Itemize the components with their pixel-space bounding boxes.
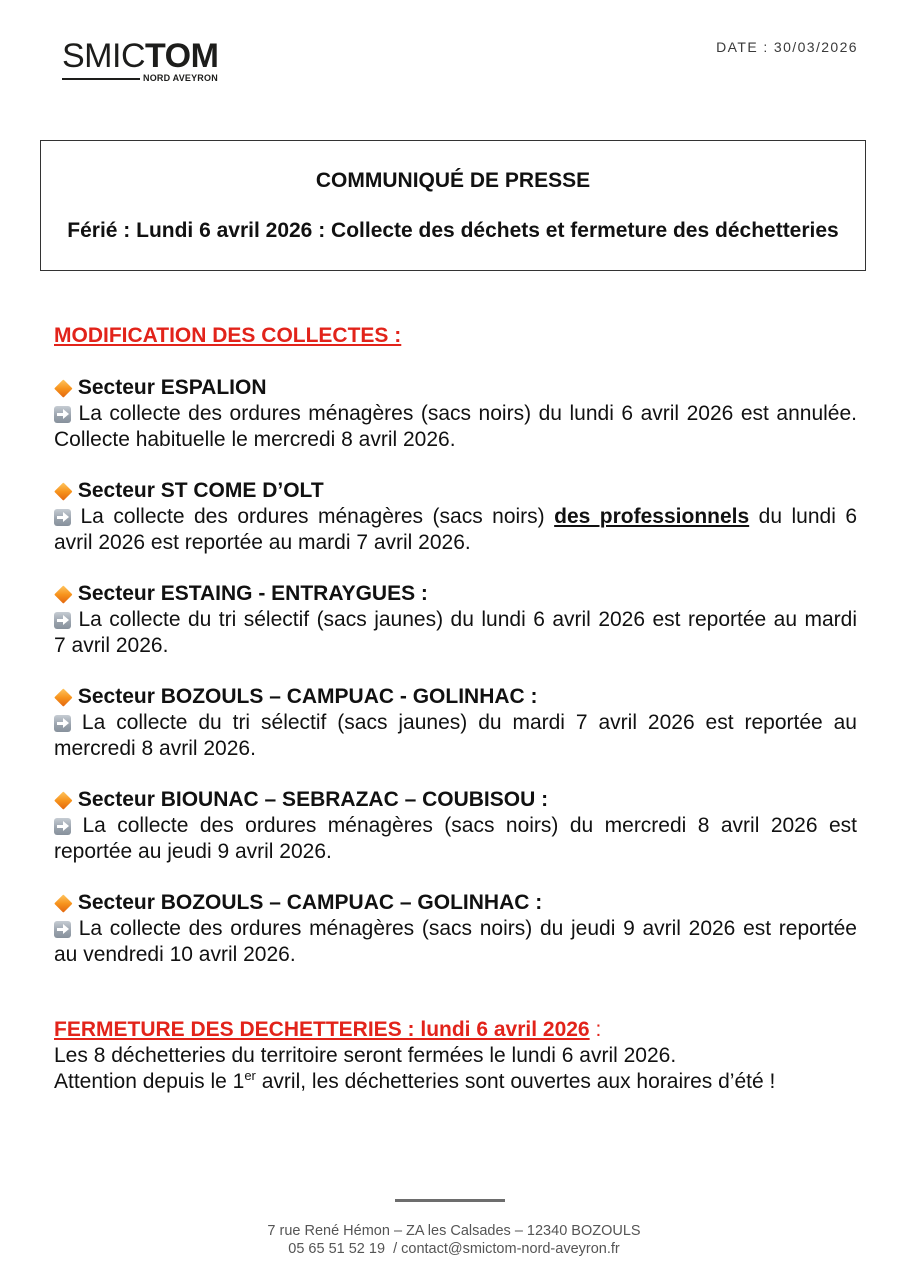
press-release-title: COMMUNIQUÉ DE PRESSE [315,169,591,192]
orange-diamond-icon [54,379,72,397]
closure-text-line [54,1069,857,1095]
orange-diamond-icon [54,791,72,809]
orange-diamond-icon [54,688,72,706]
right-arrow-icon [54,406,71,423]
sector-text: La collecte des ordures ménagères (sacs noirs) du mercredi 8 avril 2026 est [82,813,857,837]
footer-address: 7 rue René Hémon – ZA les Calsades – 12340 BOZOULS [267,1223,641,1239]
collections-heading: MODIFICATION DES COLLECTES : [54,324,402,347]
footer [254,1222,654,1258]
orange-diamond-icon [54,894,72,912]
orange-diamond-icon [54,585,72,603]
sector-estaing-entraygues [54,581,857,658]
sector-text-line [54,710,857,736]
right-arrow-icon [54,818,71,835]
sector-title: Secteur BOZOULS – CAMPUAC - GOLINHAC : [77,685,538,708]
sector-bozouls-campuac-golinhac-2 [54,890,857,967]
closure-heading-suffix: : [595,1018,602,1041]
sector-title-row [54,684,857,710]
closure-text-line [54,1043,857,1069]
sector-espalion [54,375,857,452]
recycling-centers-closure [54,1017,857,1095]
sector-text-line [54,813,857,839]
sector-text-line [54,942,857,968]
sector-title-row [54,478,857,504]
logo-subtitle: NORD AVEYRON [143,73,218,83]
sector-text-line [54,504,857,530]
sector-text: avril 2026 est reportée au mardi 7 avril 2026. [54,530,471,554]
closure-text: avril, les déchetteries sont ouvertes aux horaires d’été ! [261,1070,776,1093]
smictom-logo [62,39,218,73]
sector-biounac-sebrazac-coubisou [54,787,857,864]
sector-text-line [54,916,857,942]
document-date: DATE : 30/03/2026 [716,39,858,55]
sector-text-line [54,736,857,762]
sector-list [54,375,857,993]
footer-contact: 05 65 51 52 19 / contact@smictom-nord-aveyron.fr [288,1241,620,1257]
sector-title: Secteur ESPALION [77,376,267,399]
press-release-box [40,140,866,271]
sector-text-line [54,401,857,427]
sector-text-line [54,607,857,633]
footer-rule [395,1199,505,1202]
sector-title-row [54,375,857,401]
sector-st-come-dolt [54,478,857,555]
ordinal-superscript: er [244,1068,256,1083]
orange-diamond-icon [54,482,72,500]
sector-text: La collecte des ordures ménagères (sacs noirs) [80,504,545,528]
closure-text: Attention depuis le 1 [54,1070,245,1093]
right-arrow-icon [54,715,71,732]
sector-text: La collecte du tri sélectif (sacs jaunes) du mardi 7 avril 2026 est reportée au [81,710,857,734]
logo-text-light: SMIC [62,37,145,75]
sector-title-row [54,890,857,916]
sector-text: reportée au jeudi 9 avril 2026. [54,839,332,863]
sector-text: 7 avril 2026. [54,633,169,657]
sector-text-line [54,633,857,659]
sector-text-line [54,427,857,453]
sector-text-line [54,530,857,556]
sector-text: La collecte du tri sélectif (sacs jaunes) du lundi 6 avril 2026 est reportée au mardi [78,607,857,631]
right-arrow-icon [54,612,71,629]
sector-title-row [54,787,857,813]
professionals-emphasis: des professionnels [554,504,750,528]
sector-text: du lundi 6 [758,504,858,528]
sector-text: La collecte des ordures ménagères (sacs noirs) du lundi 6 avril 2026 est annulée. [78,401,857,425]
press-release-subtitle: Férié : Lundi 6 avril 2026 : Collecte des déchets et fermeture des déchetteries [67,219,839,242]
sector-title: Secteur ESTAING - ENTRAYGUES : [77,582,428,605]
sector-title-row [54,581,857,607]
closure-heading: FERMETURE DES DECHETTERIES : lundi 6 avril 2026 [54,1018,590,1041]
logo-rule [62,78,140,80]
right-arrow-icon [54,509,71,526]
sector-bozouls-campuac-golinhac-1 [54,684,857,761]
sector-title: Secteur BOZOULS – CAMPUAC – GOLINHAC : [77,891,543,914]
closure-text: Les 8 déchetteries du territoire seront fermées le lundi 6 avril 2026. [54,1044,677,1067]
sector-text-line [54,839,857,865]
sector-text: au vendredi 10 avril 2026. [54,942,296,966]
sector-text: mercredi 8 avril 2026. [54,736,256,760]
right-arrow-icon [54,921,71,938]
logo-text-bold: TOM [145,37,219,75]
closure-heading-row [54,1017,857,1043]
sector-title: Secteur BIOUNAC – SEBRAZAC – COUBISOU : [77,788,549,811]
sector-title: Secteur ST COME D’OLT [77,479,324,502]
sector-text: Collecte habituelle le mercredi 8 avril 2026. [54,427,456,451]
sector-text: La collecte des ordures ménagères (sacs noirs) du jeudi 9 avril 2026 est reportée [78,916,857,940]
